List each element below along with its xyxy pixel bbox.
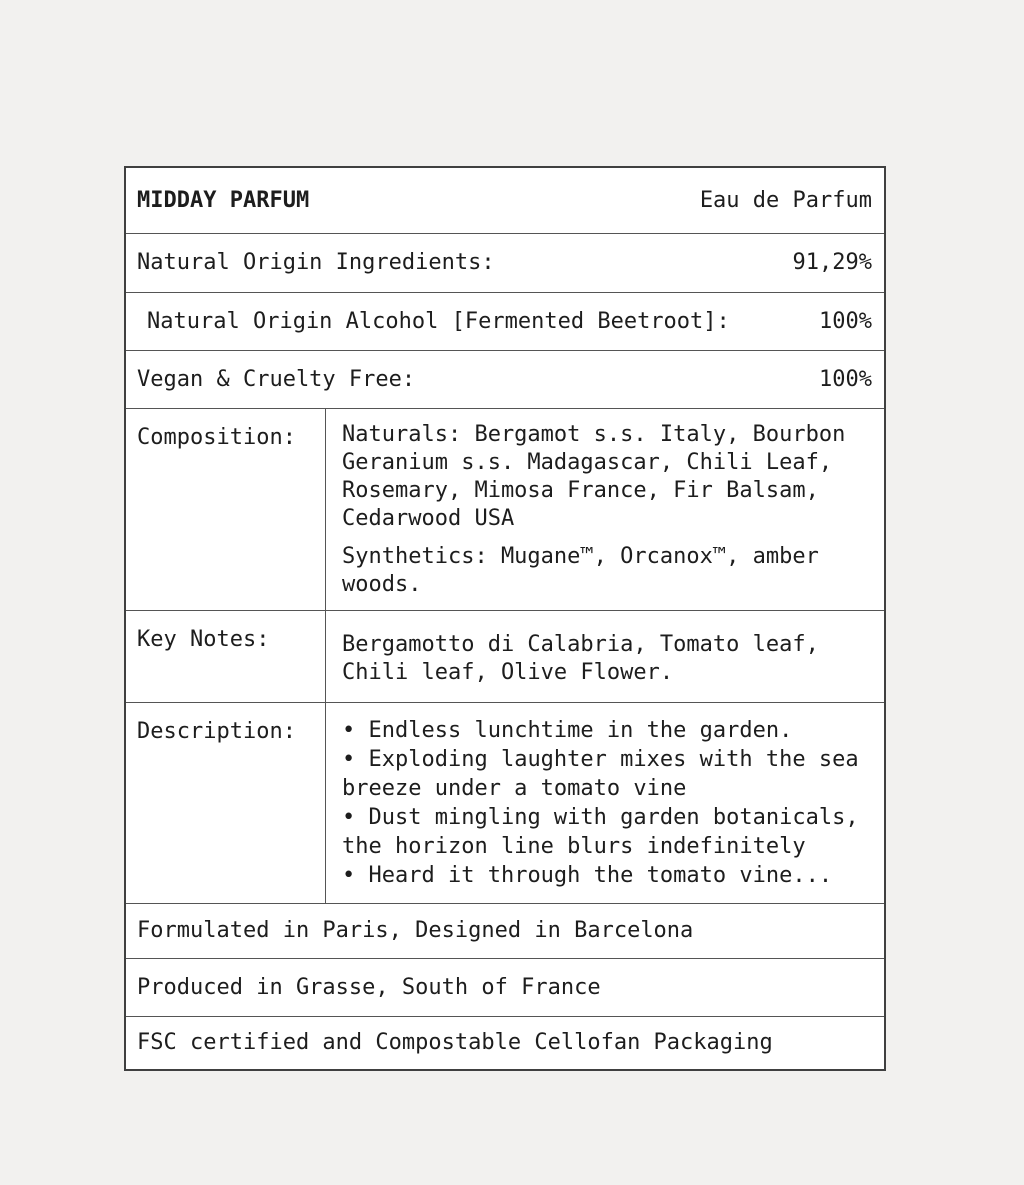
stat-value: 100% xyxy=(819,308,872,334)
footer-text: FSC certified and Compostable Cellofan Packaging xyxy=(137,1030,773,1055)
description-row xyxy=(126,702,884,903)
bullet-icon: • xyxy=(342,718,356,743)
footer-text: Formulated in Paris, Designed in Barcelona xyxy=(137,918,694,943)
key-notes-label: Key Notes: xyxy=(137,627,270,652)
description-bullet-text: Exploding laughter mixes with the sea breeze under a tomato vine xyxy=(342,747,859,801)
bullet-icon: • xyxy=(342,863,356,888)
stat-label: Vegan & Cruelty Free: xyxy=(137,366,416,392)
footer-text: Produced in Grasse, South of France xyxy=(137,974,601,1000)
header-row xyxy=(126,168,884,233)
stat-label: Natural Origin Alcohol [Fermented Beetroot]: xyxy=(147,308,730,334)
stat-label: Natural Origin Ingredients: xyxy=(137,250,495,275)
composition-synthetics: Synthetics: Mugane™, Orcanox™, amber woods. xyxy=(342,544,819,597)
footer-row-produced xyxy=(126,958,884,1016)
stat-row-natural-origin-alcohol xyxy=(126,292,884,350)
stat-row-vegan-cruelty-free xyxy=(126,350,884,408)
composition-content xyxy=(325,409,884,610)
stat-row-natural-origin-ingredients xyxy=(126,233,884,292)
footer-row-packaging xyxy=(126,1016,884,1069)
description-content xyxy=(325,703,884,903)
product-label-table xyxy=(124,166,886,1071)
key-notes-content xyxy=(325,611,884,702)
stat-value: 91,29% xyxy=(792,250,872,275)
key-notes-text: Bergamotto di Calabria, Tomato leaf, Chili leaf, Olive Flower. xyxy=(342,632,819,685)
description-bullet xyxy=(342,803,882,861)
footer-row-formulated xyxy=(126,903,884,958)
description-bullet xyxy=(342,716,882,745)
description-bullet-text: Dust mingling with garden botanicals, the horizon line blurs indefinitely xyxy=(342,805,859,859)
product-type: Eau de Parfum xyxy=(699,187,872,213)
description-bullet-text: Endless lunchtime in the garden. xyxy=(368,718,793,743)
description-bullet-text: Heard it through the tomato vine... xyxy=(368,863,833,888)
bullet-icon: • xyxy=(342,747,356,772)
bullet-icon: • xyxy=(342,805,356,830)
product-name: MIDDAY PARFUM xyxy=(137,187,310,213)
description-label: Description: xyxy=(137,719,296,744)
description-bullet xyxy=(342,745,882,803)
composition-row xyxy=(126,408,884,610)
stat-value: 100% xyxy=(819,366,872,392)
composition-naturals: Naturals: Bergamot s.s. Italy, Bourbon Geranium s.s. Madagascar, Chili Leaf, Rosemary, Mimosa France, Fir Balsam, Cedarwood USA xyxy=(342,422,846,531)
composition-label: Composition: xyxy=(137,425,296,450)
key-notes-row xyxy=(126,610,884,702)
description-bullet xyxy=(342,861,882,890)
